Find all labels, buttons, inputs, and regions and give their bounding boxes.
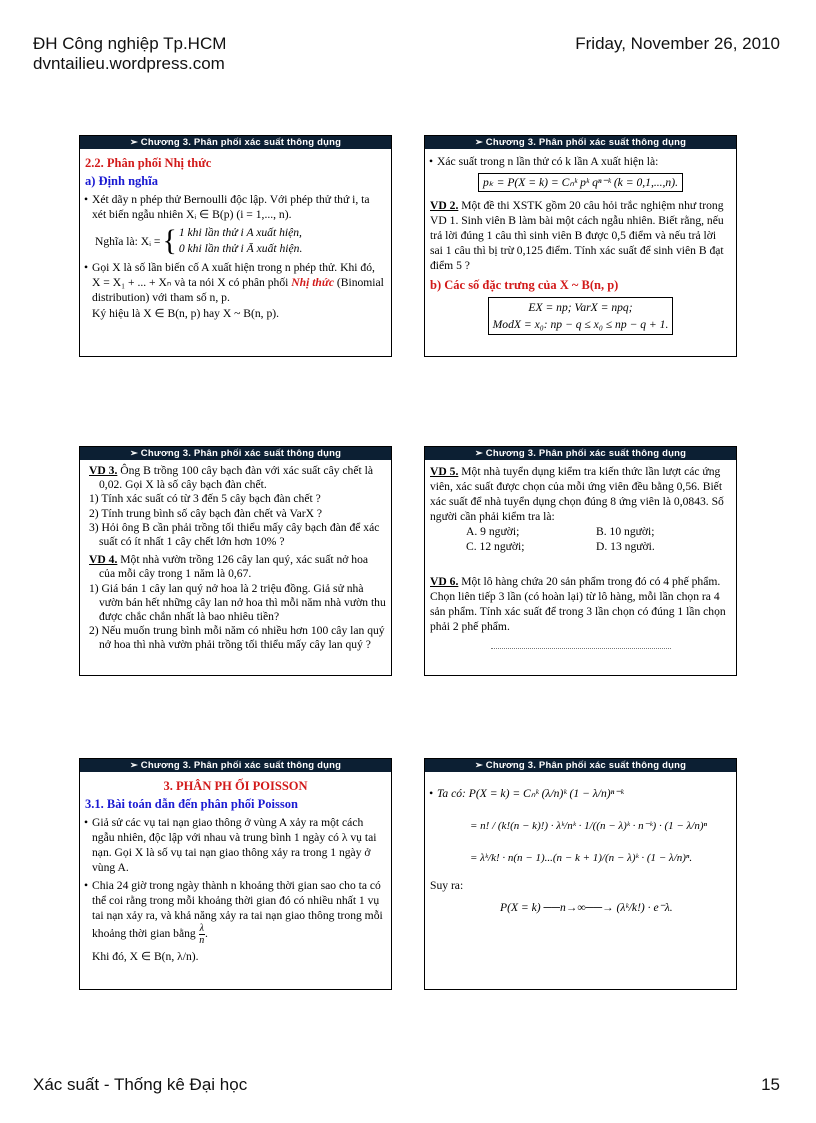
slide-6 — [424, 758, 737, 990]
slide-3 — [79, 446, 392, 676]
paragraph: • Xét dãy n phép thử Bernoulli độc lập. Với phép thử thứ i, ta xét biến ngẫu nhiên Xᵢ ∈ B(p) (i = 1,..., n). — [85, 192, 386, 222]
cases-label: Nghĩa là: Xᵢ = — [95, 234, 161, 248]
page-number: 15 — [761, 1075, 780, 1094]
cases-block — [95, 225, 386, 257]
subsection-title: b) Các số đặc trưng của X ~ B(n, p) — [430, 278, 619, 292]
slide-5-header: ➢ Chương 3. Phân phối xác suất thông dụng — [80, 759, 391, 772]
header-school: ĐH Công nghiệp Tp.HCM — [33, 34, 227, 53]
choices-row — [430, 524, 731, 539]
equation: = n! / (k!(n − k)!) · λᵏ/nᵏ · 1/((n − λ)ᵏ · n⁻ᵏ) · (1 − λ/n)ⁿ — [470, 820, 707, 832]
slide-4-header: ➢ Chương 3. Phân phối xác suất thông dụng — [425, 447, 736, 460]
subsection-title: a) Định nghĩa — [85, 174, 158, 188]
header-left — [33, 34, 226, 74]
equation: • Ta có: P(X = k) = Cₙᵏ (λ/n)ᵏ (1 − λ/n)ⁿ⁻ᵏ — [430, 786, 731, 802]
question: 2) Nếu muốn trung bình mỗi năm có nhiều hơn 100 cây lan quý nở hoa thì nhà vườn phải trồng tối thiểu mấy cây lan quý ? — [89, 624, 385, 652]
section-title: 3. PHÂN PH ỐI POISSON — [163, 779, 308, 793]
example-vd6: VD 6. Một lô hàng chứa 20 sản phẩm trong đó có 4 phế phẩm. Chọn liên tiếp 3 lần (có hoàn lại) từ lô hàng, mỗi lần chọn ra 4 sản phẩm. Tính xác suất để trong 3 lần chọn có đúng 1 lần chọn phải 2 phế phẩm. — [430, 575, 726, 633]
question: 1) Giá bán 1 cây lan quý nở hoa là 2 triệu đồng. Giả sử nhà vườn bán hết những cây lan nở hoa thì mỗi năm nhà vườn thu được chắc chắn nhất là bao nhiêu tiền? — [89, 581, 386, 624]
paragraph: • Gọi X là số lần biến cố A xuất hiện trong n phép thử. Khi đó, X = X₁ + ... + Xₙ và ta nói X có phân phối Nhị thức (Binomial distribution) với tham số n, p. — [85, 260, 386, 305]
suy-ra-label: Suy ra: — [430, 879, 464, 892]
formula-box: EX = np; VarX = npq; ModX = x₀: np − q ≤ x₀ ≤ np − q + 1. — [430, 297, 731, 335]
paragraph: Ký hiệu là X ∈ B(n, p) hay X ~ B(n, p). — [92, 307, 280, 320]
slide-2-header: ➢ Chương 3. Phân phối xác suất thông dụng — [425, 136, 736, 149]
choice-b: B. 10 người; — [596, 525, 655, 538]
header-date: Friday, November 26, 2010 — [575, 34, 780, 53]
question: 3) Hỏi ông B cần phải trồng tối thiểu mấy cây bạch đàn để xác suất có ít nhất 1 cây chết lớn hơn 10% ? — [89, 520, 380, 549]
subsection-title: 3.1. Bài toán dẫn đến phân phối Poisson — [85, 797, 298, 811]
choice-d: D. 13 người. — [596, 540, 655, 553]
brace-icon: { — [162, 224, 177, 257]
choices-row — [430, 539, 731, 554]
dotted-divider — [491, 648, 671, 649]
slide-1-header: ➢ Chương 3. Phân phối xác suất thông dụng — [80, 136, 391, 149]
slide-1 — [79, 135, 392, 357]
paragraph: • Giả sử các vụ tai nạn giao thông ở vùng A xảy ra một cách ngẫu nhiên, độc lập với nhau và trung bình 1 ngày có λ vụ tai nạn. Gọi X là số vụ tai nạn giao thông xảy ra trong 1 ngày ở vùng A. — [85, 815, 386, 875]
question: 1) Tính xác suất có từ 3 đến 5 cây bạch đàn chết ? — [89, 492, 321, 506]
formula-box: pₖ = P(X = k) = Cₙᵏ pᵏ qⁿ⁻ᵏ (k = 0,1,...,n). — [478, 173, 683, 192]
highlight-term: Nhị thức — [291, 276, 334, 289]
example-vd2: VD 2. Một đề thi XSTK gồm 20 câu hỏi trắc nghiệm như trong VD 1. Sinh viên B làm bài một cách ngẫu nhiên. Biết rằng, nếu trả lời đúng 1 câu thì sinh viên B được 0,5 điểm và nếu trả lời sai 1 câu thì bị trừ 0,125 điểm. Tính xác suất để sinh viên B đạt điểm 5 ? — [430, 199, 724, 272]
paragraph: • Xác suất trong n lần thử có k lần A xuất hiện là: — [430, 154, 731, 169]
equation: P(X = k) ──n→∞──→ (λᵏ/k!) · e⁻λ. — [500, 901, 673, 914]
example-vd4: VD 4. Một nhà vườn trồng 126 cây lan quý, xác suất nở hoa của mỗi cây trong 1 năm là 0,67. — [89, 553, 369, 581]
header-website: dvntailieu.wordpress.com — [33, 54, 225, 73]
footer-title: Xác suất - Thống kê Đại học — [33, 1075, 248, 1094]
slide-4 — [424, 446, 737, 676]
slide-3-header: ➢ Chương 3. Phân phối xác suất thông dụng — [80, 447, 391, 460]
slide-2 — [424, 135, 737, 357]
choice-c: C. 12 người; — [466, 540, 525, 553]
case-zero: 0 khi lần thử i Ā xuất hiện. — [178, 242, 303, 255]
example-vd5: VD 5. Một nhà tuyển dụng kiểm tra kiến thức lần lượt các ứng viên, xác suất được chọn của mỗi ứng viên đều bằng 0,56. Biết xác suất để nhà tuyển dụng chọn đúng 8 ứng viên là 0,0843. Số người cần phải kiểm tra là: — [430, 465, 724, 523]
fraction: $\frac{\lambda}{n}$ — [199, 923, 205, 946]
section-title: 2.2. Phân phối Nhị thức — [85, 156, 212, 170]
slide-5 — [79, 758, 392, 990]
slide-6-header: ➢ Chương 3. Phân phối xác suất thông dụng — [425, 759, 736, 772]
paragraph: Khi đó, X ∈ B(n, λ/n). — [92, 950, 199, 963]
example-vd3: VD 3. Ông B trồng 100 cây bạch đàn với xác suất cây chết là 0,02. Gọi X là số cây bạch đàn chết. — [89, 464, 373, 492]
case-one: 1 khi lần thử i A xuất hiện, — [178, 226, 302, 239]
question: 2) Tính trung bình số cây bạch đàn chết và VarX ? — [89, 506, 322, 520]
example-label: VD 2. — [430, 199, 459, 212]
choice-a: A. 9 người; — [466, 525, 520, 538]
paragraph: • Chia 24 giờ trong ngày thành n khoảng thời gian sao cho ta có thể coi rằng trong mỗi khoảng thời gian đó có nhiều nhất 1 vụ tai nạn xảy ra, và khả năng xảy ra tai nạn giao thông trong mỗi khoảng thời gian bằng $\frac{\lambda}{n}$ . — [85, 878, 386, 946]
equation: = λᵏ/k! · n(n − 1)...(n − k + 1)/(n − λ)ᵏ · (1 − λ/n)ⁿ. — [470, 852, 693, 864]
